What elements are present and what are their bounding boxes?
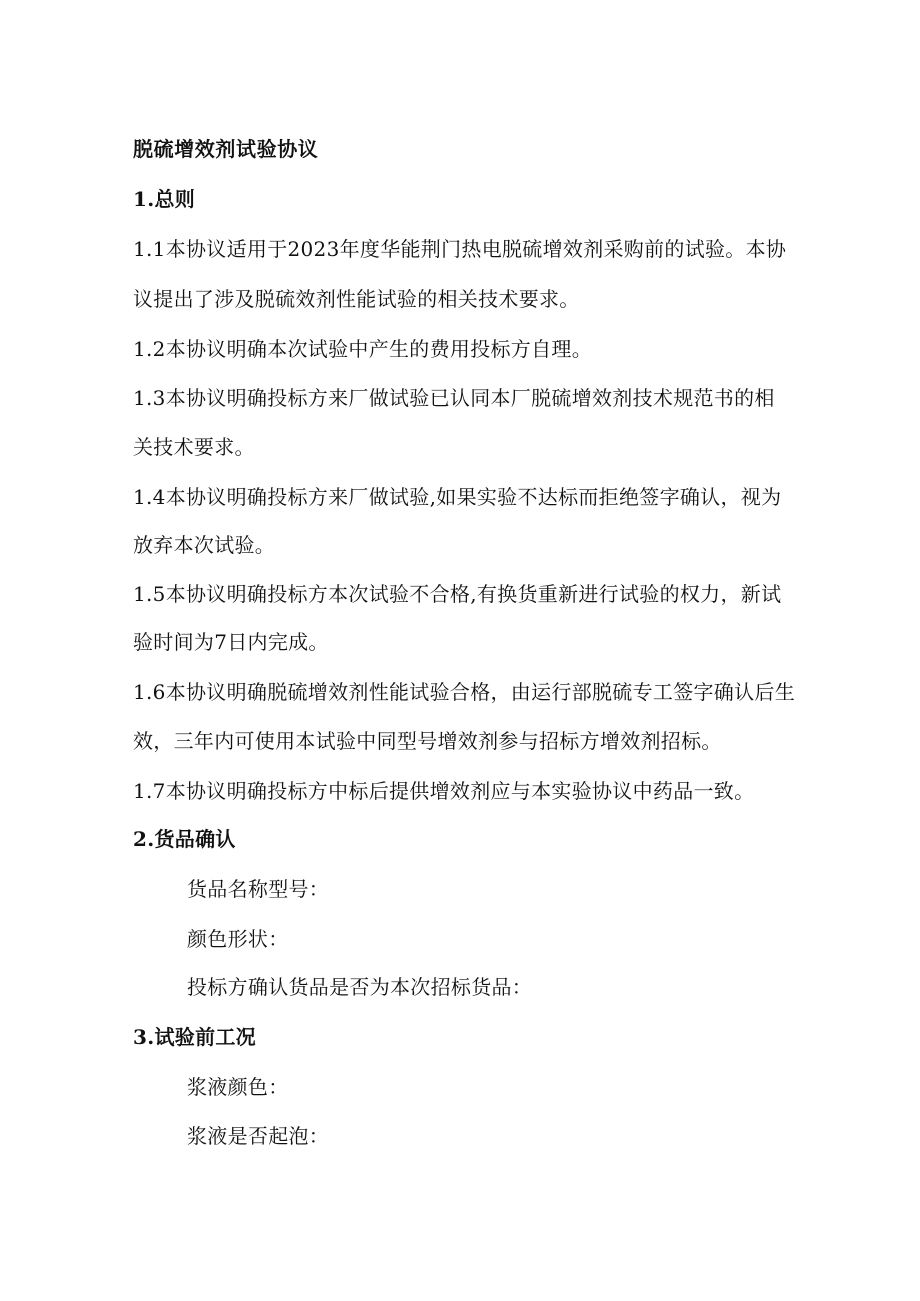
clause-1-5-line-2: 验时间为7日内完成。 xyxy=(133,630,329,654)
slurry-color-label: 浆液颜色： xyxy=(187,1075,289,1099)
goods-confirmation-label: 投标方确认货品是否为本次招标货品： xyxy=(187,975,533,999)
clause-1-3-line-2: 关技术要求。 xyxy=(133,435,255,459)
section-heading-pre-test-conditions: 3.试验前工况 xyxy=(133,1025,256,1049)
color-shape-label: 颜色形状： xyxy=(187,927,289,951)
clause-1-1-line-1: 1.1本协议适用于2023年度华能荆门热电脱硫增效剂采购前的试验。本协 xyxy=(133,237,787,261)
goods-name-model-label: 货品名称型号： xyxy=(187,877,330,901)
clause-1-5-line-1: 1.5本协议明确投标方本次试验不合格,有换货重新进行试验的权力，新试 xyxy=(133,582,782,606)
clause-1-6-line-1: 1.6本协议明确脱硫增效剂性能试验合格，由运行部脱硫专工签字确认后生 xyxy=(133,680,796,704)
slurry-foaming-label: 浆液是否起泡： xyxy=(187,1124,330,1148)
document-title: 脱硫增效剂试验协议 xyxy=(133,137,319,161)
clause-1-4-line-1: 1.4本协议明确投标方来厂做试验,如果实验不达标而拒绝签字确认，视为 xyxy=(133,485,782,509)
clause-1-7: 1.7本协议明确投标方中标后提供增效剂应与本实验协议中药品一致。 xyxy=(133,779,755,803)
clause-1-6-line-2: 效，三年内可使用本试验中同型号增效剂参与招标方增效剂招标。 xyxy=(133,729,722,753)
clause-1-4-line-2: 放弃本次试验。 xyxy=(133,533,276,557)
section-heading-general: 1.总则 xyxy=(133,187,196,211)
section-heading-goods-confirmation: 2.货品确认 xyxy=(133,827,236,851)
clause-1-3-line-1: 1.3本协议明确投标方来厂做试验已认同本厂脱硫增效剂技术规范书的相 xyxy=(133,386,775,410)
clause-1-1-line-2: 议提出了涉及脱硫效剂性能试验的相关技术要求。 xyxy=(133,287,580,311)
clause-1-2: 1.2本协议明确本次试验中产生的费用投标方自理。 xyxy=(133,337,593,361)
